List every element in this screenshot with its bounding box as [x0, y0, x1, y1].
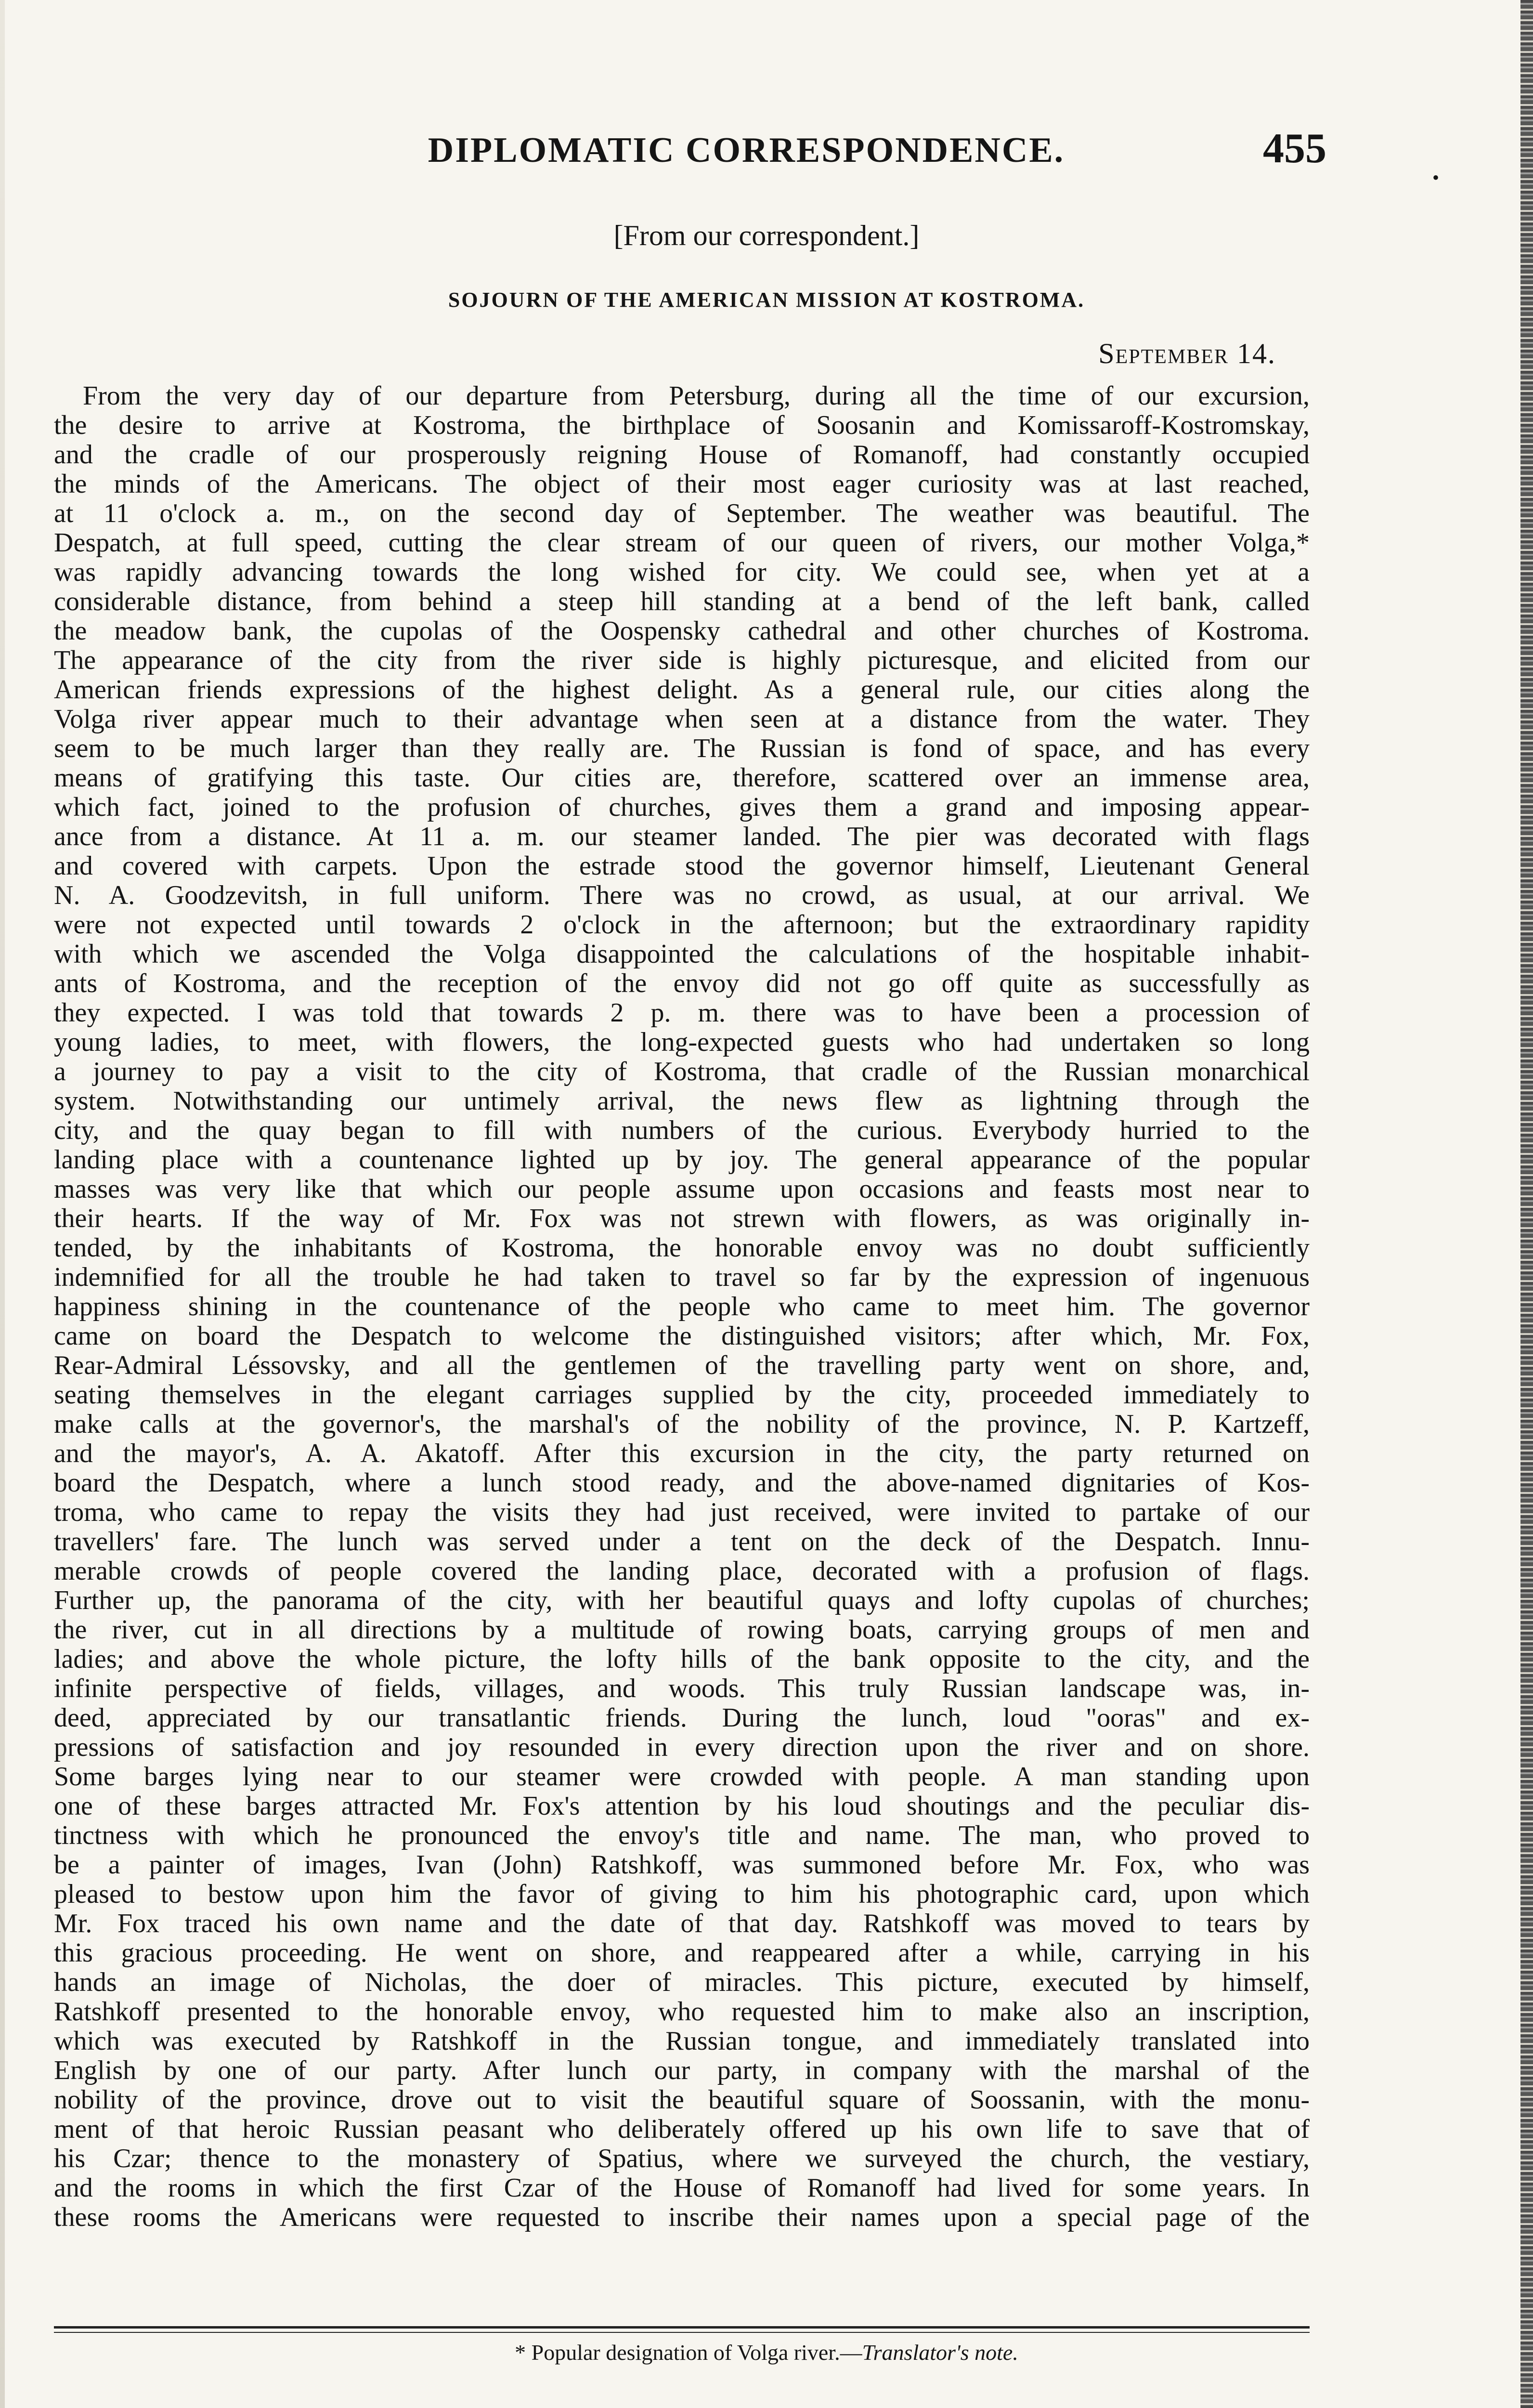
- body-line: pressions of satisfaction and joy resounded in every direction upon the river and on shore.: [54, 1732, 1310, 1762]
- body-line: this gracious proceeding. He went on shore, and reappeared after a while, carrying in his: [54, 1938, 1310, 1968]
- body-line: nobility of the province, drove out to visit the beautiful square of Soossanin, with the monu-: [54, 2085, 1310, 2115]
- body-line: board the Despatch, where a lunch stood ready, and the above-named dignitaries of Kos-: [54, 1468, 1310, 1498]
- body-line: and the cradle of our prosperously reigning House of Romanoff, had constantly occupied: [54, 440, 1310, 470]
- body-line: masses was very like that which our people assume upon occasions and feasts most near to: [54, 1174, 1310, 1204]
- body-line: means of gratifying this taste. Our cities are, therefore, scattered over an immense area,: [54, 763, 1310, 793]
- body-line: their hearts. If the way of Mr. Fox was not strewn with flowers, as was originally in-: [54, 1204, 1310, 1233]
- body-line: English by one of our party. After lunch our party, in company with the marshal of the: [54, 2055, 1310, 2085]
- footnote-attribution: Translator's note.: [862, 2340, 1018, 2365]
- section-title: SOJOURN OF THE AMERICAN MISSION AT KOSTROMA.: [448, 288, 1085, 312]
- body-line: Some barges lying near to our steamer were crowded with people. A man standing upon: [54, 1762, 1310, 1792]
- footnote: [0, 2340, 1533, 2365]
- body-line: American friends expressions of the highest delight. As a general rule, our cities along the: [54, 675, 1310, 705]
- body-line: a journey to pay a visit to the city of Kostroma, that cradle of the Russian monarchical: [54, 1057, 1310, 1086]
- body-line: happiness shining in the countenance of the people who came to meet him. The governor: [54, 1292, 1310, 1322]
- body-line: infinite perspective of fields, villages, and woods. This truly Russian landscape was, in-: [54, 1674, 1310, 1703]
- body-line: the meadow bank, the cupolas of the Oospensky cathedral and other churches of Kostroma.: [54, 616, 1310, 646]
- body-line: indemnified for all the trouble he had taken to travel so far by the expression of ingenuous: [54, 1262, 1310, 1292]
- body-line: which fact, joined to the profusion of churches, gives them a grand and imposing appear-: [54, 792, 1310, 822]
- body-line: seem to be much larger than they really are. The Russian is fond of space, and has every: [54, 733, 1310, 763]
- page-number: 455: [1263, 125, 1326, 172]
- body-line: tinctness with which he pronounced the envoy's title and name. The man, who proved to: [54, 1820, 1310, 1850]
- body-line: ants of Kostroma, and the reception of the envoy did not go off quite as successfully as: [54, 968, 1310, 998]
- body-line: city, and the quay began to fill with numbers of the curious. Everybody hurried to the: [54, 1115, 1310, 1145]
- body-line: be a painter of images, Ivan (John) Ratshkoff, was summoned before Mr. Fox, who was: [54, 1850, 1310, 1880]
- body-line: these rooms the Americans were requested to inscribe their names upon a special page of the: [54, 2202, 1310, 2232]
- body-line: Further up, the panorama of the city, with her beautiful quays and lofty cupolas of churches;: [54, 1585, 1310, 1615]
- body-line: seating themselves in the elegant carriages supplied by the city, proceeded immediately to: [54, 1380, 1310, 1410]
- body-line: troma, who came to repay the visits they had just received, were invited to partake of our: [54, 1497, 1310, 1527]
- body-line: his Czar; thence to the monastery of Spatius, where we surveyed the church, the vestiary,: [54, 2144, 1310, 2173]
- body-line: Mr. Fox traced his own name and the date of that day. Ratshkoff was moved to tears by: [54, 1909, 1310, 1938]
- body-line: ladies; and above the whole picture, the lofty hills of the bank opposite to the city, and the: [54, 1644, 1310, 1674]
- body-line: the desire to arrive at Kostroma, the birthplace of Soosanin and Komissaroff-Kostromskay,: [54, 410, 1310, 440]
- body-line: system. Notwithstanding our untimely arrival, the news flew as lightning through the: [54, 1086, 1310, 1116]
- body-line: deed, appreciated by our transatlantic friends. During the lunch, loud "ooras" and ex-: [54, 1703, 1310, 1733]
- footnote-text: * Popular designation of Volga river.—: [515, 2340, 862, 2365]
- body-line: Ratshkoff presented to the honorable envoy, who requested him to make also an inscription,: [54, 1997, 1310, 2027]
- body-line: and covered with carpets. Upon the estrade stood the governor himself, Lieutenant General: [54, 851, 1310, 881]
- dateline: September 14.: [1098, 338, 1276, 369]
- body-line: was rapidly advancing towards the long wished for city. We could see, when yet at a: [54, 557, 1310, 587]
- margin-mark: •: [1432, 167, 1440, 188]
- body-line: Volga river appear much to their advantage when seen at a distance from the water. They: [54, 704, 1310, 734]
- body-line: were not expected until towards 2 o'clock in the afternoon; but the extraordinary rapidity: [54, 910, 1310, 940]
- body-line: young ladies, to meet, with flowers, the long-expected guests who had undertaken so long: [54, 1027, 1310, 1057]
- body-line: travellers' fare. The lunch was served under a tent on the deck of the Despatch. Innu-: [54, 1527, 1310, 1557]
- body-line: at 11 o'clock a. m., on the second day of September. The weather was beautiful. The: [54, 498, 1310, 528]
- binding-edge: [1520, 0, 1533, 2408]
- body-line: and the mayor's, A. A. Akatoff. After this excursion in the city, the party returned on: [54, 1439, 1310, 1468]
- body-line: ance from a distance. At 11 a. m. our steamer landed. The pier was decorated with flags: [54, 822, 1310, 851]
- body-line: make calls at the governor's, the marshal's of the nobility of the province, N. P. Kartzeff,: [54, 1409, 1310, 1439]
- body-line: Rear-Admiral Léssovsky, and all the gentlemen of the travelling party went on shore, and,: [54, 1350, 1310, 1380]
- body-line: came on board the Despatch to welcome the distinguished visitors; after which, Mr. Fox,: [54, 1321, 1310, 1351]
- body-line: tended, by the inhabitants of Kostroma, the honorable envoy was no doubt sufficiently: [54, 1233, 1310, 1263]
- body-line: they expected. I was told that towards 2 p. m. there was to have been a procession of: [54, 998, 1310, 1028]
- body-line: The appearance of the city from the river side is highly picturesque, and elicited from our: [54, 645, 1310, 675]
- body-line: one of these barges attracted Mr. Fox's attention by his loud shoutings and the peculiar dis-: [54, 1791, 1310, 1821]
- body-line: Despatch, at full speed, cutting the clear stream of our queen of rivers, our mother Volga,*: [54, 528, 1310, 558]
- body-line: and the rooms in which the first Czar of the House of Romanoff had lived for some years. In: [54, 2173, 1310, 2203]
- page-edge-left: [0, 0, 5, 2408]
- body-line: landing place with a countenance lighted up by joy. The general appearance of the popular: [54, 1145, 1310, 1175]
- source-line: [From our correspondent.]: [613, 220, 920, 251]
- body-line: the minds of the Americans. The object of their most eager curiosity was at last reached,: [54, 469, 1310, 499]
- body-line: with which we ascended the Volga disappointed the calculations of the hospitable inhabit-: [54, 939, 1310, 969]
- body-line: considerable distance, from behind a steep hill standing at a bend of the left bank, called: [54, 587, 1310, 616]
- body-line: N. A. Goodzevitsh, in full uniform. There was no crowd, as usual, at our arrival. We: [54, 880, 1310, 910]
- body-line: ment of that heroic Russian peasant who deliberately offered up his own life to save that of: [54, 2114, 1310, 2144]
- running-head: DIPLOMATIC CORRESPONDENCE.: [428, 131, 1065, 170]
- body-line: merable crowds of people covered the landing place, decorated with a profusion of flags.: [54, 1556, 1310, 1586]
- body-line: hands an image of Nicholas, the doer of miracles. This picture, executed by himself,: [54, 1967, 1310, 1997]
- footnote-rule: [54, 2326, 1310, 2329]
- body-line: which was executed by Ratshkoff in the Russian tongue, and immediately translated into: [54, 2026, 1310, 2056]
- body-line: the river, cut in all directions by a multitude of rowing boats, carrying groups of men and: [54, 1615, 1310, 1645]
- body-line: From the very day of our departure from Petersburg, during all the time of our excursion,: [83, 381, 1310, 411]
- article-body: [54, 381, 1310, 2232]
- body-line: pleased to bestow upon him the favor of giving to him his photographic card, upon which: [54, 1879, 1310, 1909]
- footnote-rule-thin: [54, 2332, 1310, 2333]
